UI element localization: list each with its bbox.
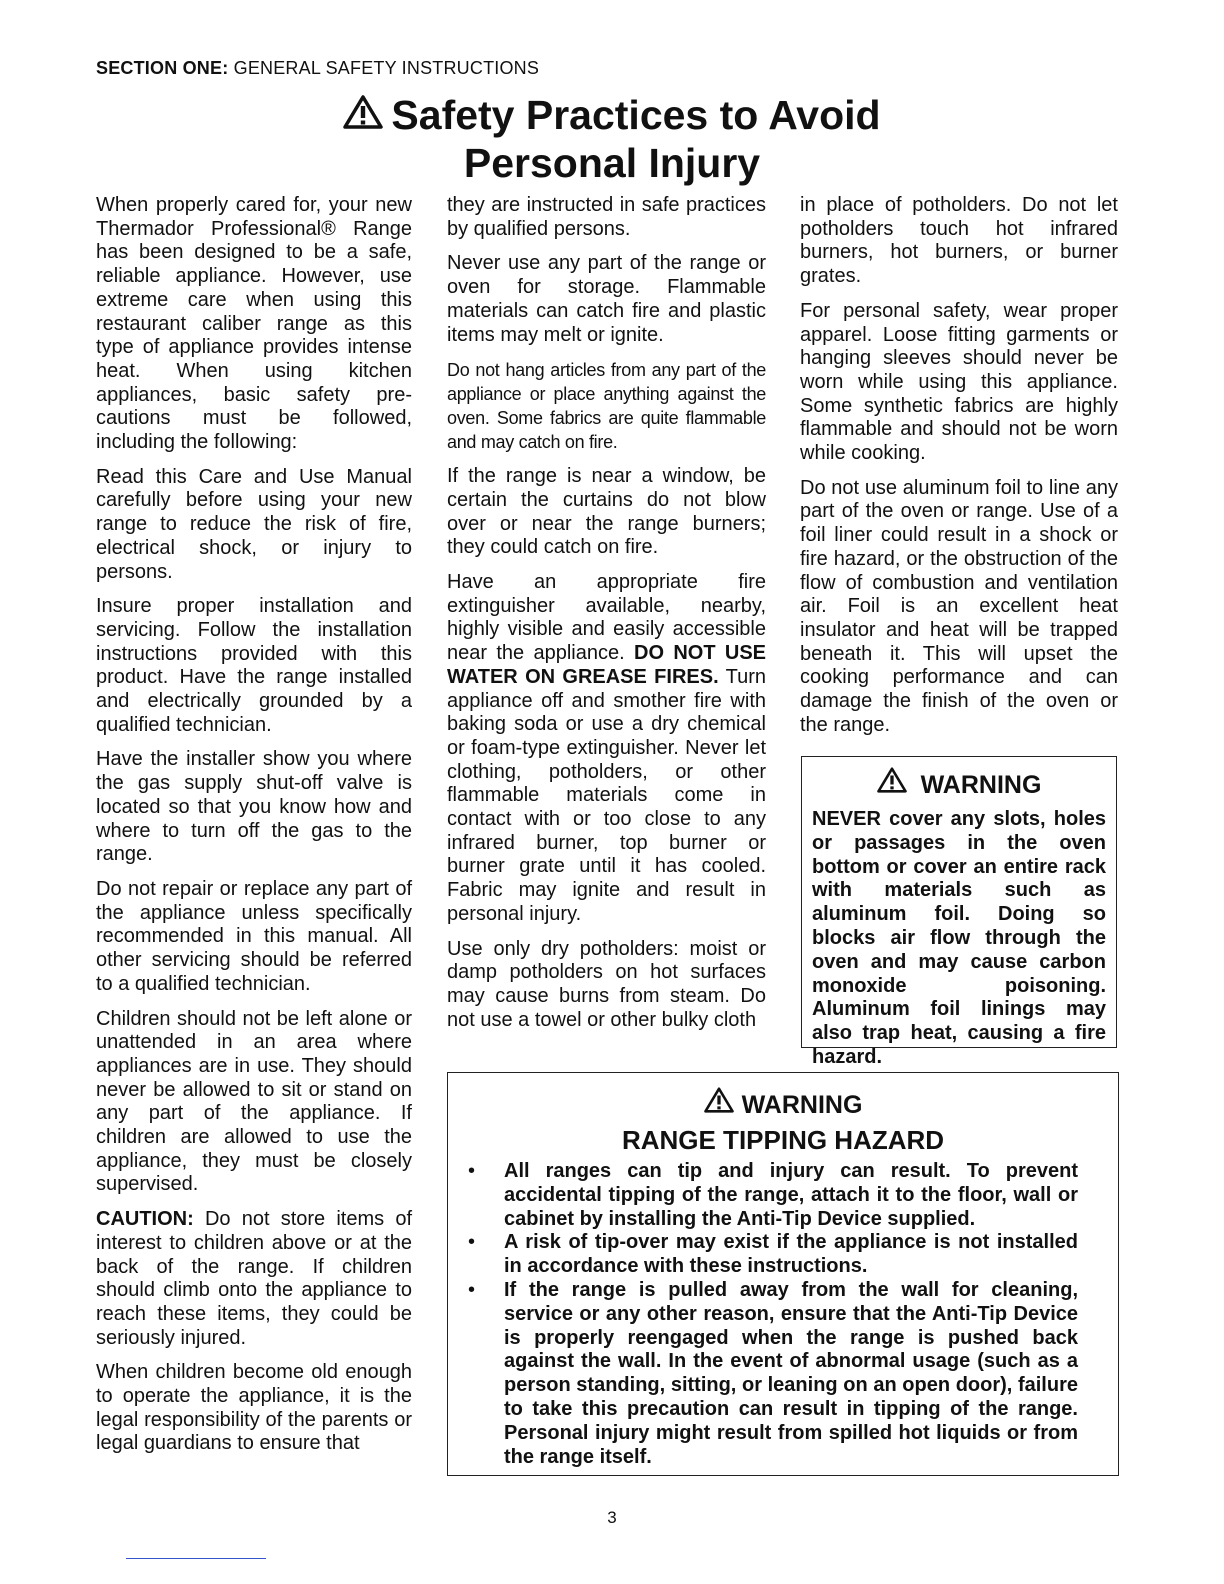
warning-list — [448, 1160, 1118, 1469]
paragraph: Insure proper installation and servicing. Follow the installation instructions provided with this product. Have the range installed and electrically grounded by a qualified technician. — [96, 595, 412, 736]
warning-triangle-icon — [877, 767, 907, 793]
column-3 — [800, 194, 1118, 748]
paragraph: When children become old enough to operate the appliance, it is the legal responsibility of the parents or legal guardians to ensure that — [96, 1361, 412, 1455]
warning-heading — [802, 767, 1116, 800]
text: Turn appliance off and smother fire with baking soda or use a dry chemical or foam-type extinguisher. Never let clothing, potholders, or other flammable materials come in contact with or too close to any infrared burner, top burner or burner grate until it has cooled. Fabric may ignite and result in personal injury. — [447, 665, 766, 925]
paragraph: Read this Care and Use Manual carefully before using your new range to reduce the risk of fire, electrical shock, or injury to persons. — [96, 465, 412, 583]
list-item: • If the range is pulled away from the wall for cleaning, service or any other reason, ensure that the Anti-Tip Device is properly reengaged when the range is pushed back against the wall. In the event of abnormal usage (such as a person standing, sitting, or leaning on an open door), failure to take this precaution can result in tipping of the range. Personal injury might result from spilled hot liquids or from the range itself. — [504, 1279, 1078, 1469]
column-2 — [447, 194, 766, 1043]
warning-box-tipping — [447, 1072, 1119, 1476]
paragraph: Never use any part of the range or oven for storage. Flammable materials can catch fire and plastic items may melt or ignite. — [447, 252, 766, 346]
page-number: 3 — [607, 1508, 617, 1527]
warning-box-foil — [801, 756, 1117, 1068]
warning-subheading: RANGE TIPPING HAZARD — [621, 1125, 945, 1155]
paragraph: they are instructed in safe practices by qualified persons. — [447, 194, 766, 240]
paragraph: Do not repair or replace any part of the appliance unless specifically recommended in this manual. All other servicing should be referred to a qualified technician. — [96, 877, 412, 995]
warning-triangle-icon — [343, 95, 383, 129]
extinguisher-paragraph — [447, 571, 766, 927]
paragraph: Do not use aluminum foil to line any part of the oven or range. Use of a foil liner could result in a shock or fire hazard, or the obstruction of the flow of combustion and ventilation air. Foil is an excellent heat insulator and heat will be trapped beneath it. This will upset the cooking performance and can damage the finish of the oven or the range. — [800, 476, 1118, 736]
list-item: • A risk of tip-over may exist if the appliance is not installed in accordance with these instructions. — [504, 1231, 1078, 1279]
paragraph: Use only dry potholders: moist or damp potholders on hot surfaces may cause burns from steam. Do not use a towel or other bulky cloth — [447, 937, 766, 1031]
caution-text: Do not store items of interest to children above or at the back of the range. If children should climb onto the appliance to reach these items, they could be seriously injured. — [96, 1208, 412, 1349]
paragraph: Have the installer show you where the gas supply shut-off valve is located so that you know how and where to turn off the gas to the range. — [96, 748, 412, 866]
paragraph: Children should not be left alone or unattended in an area where appliances are in use. They should never be allowed to sit or stand on any part of the appliance. If children are allowed to use the appliance, they must be closely supervised. — [96, 1007, 412, 1196]
paragraph: When properly cared for, your new Thermador Professional® Range has been designed to be a safe, reliable appliance. However, use extreme care when using this restaurant caliber range as this type of appliance provides intense heat. When using kitchen appliances, basic safety pre- cautions must be followed, including the following: — [96, 194, 412, 454]
warning-label: WARNING — [741, 1091, 863, 1119]
list-item: • All ranges can tip and injury can result. To prevent accidental tipping of the range, attach it to the floor, wall or cabinet by installing the Anti-Tip Device supplied. — [504, 1160, 1078, 1231]
section-label: SECTION ONE: — [96, 58, 229, 78]
section-title: GENERAL SAFETY INSTRUCTIONS — [233, 58, 540, 78]
title-text-1: Safety Practices to Avoid — [391, 92, 881, 138]
paragraph: Do not hang articles from any part of the appliance or place anything against the oven. Some fabrics are quite flammable and may catch on fire. — [447, 360, 766, 453]
paragraph: in place of potholders. Do not let potholders touch hot infrared burners, hot burners, or burner grates. — [800, 194, 1118, 288]
caution-label: CAUTION: — [96, 1208, 194, 1231]
section-header — [96, 58, 539, 79]
caution-paragraph — [96, 1208, 412, 1350]
paragraph: For personal safety, wear proper apparel. Loose fitting garments or hanging sleeves should never be worn while using this appliance. Some synthetic fabrics are highly flammable and should not be worn while cooking. — [800, 299, 1118, 465]
grease-fire-warning: DO NOT USE WATER ON GREASE FIRES. — [447, 642, 766, 688]
page-title-line2: Personal Injury — [463, 140, 761, 186]
warning-text: NEVER cover any slots, holes or passages in the oven bottom or cover an entire rack with materials such as aluminum foil. Doing so blocks air flow through the oven and may cause carbon monoxide poisoning. Aluminum foil linings may also trap heat, causing a fire hazard. — [812, 808, 1106, 1068]
footer-rule — [126, 1558, 266, 1559]
paragraph: If the range is near a window, be certain the curtains do not blow over or near the range burners; they could catch on fire. — [447, 465, 766, 559]
column-1 — [96, 194, 412, 1467]
warning-heading — [448, 1087, 1118, 1120]
page-title-line1 — [0, 92, 1224, 138]
text: Have an appropriate fire extinguisher available, nearby, highly visible and easily accessible near the appliance. — [447, 571, 766, 665]
warning-label: WARNING — [920, 771, 1042, 799]
warning-triangle-icon — [704, 1087, 734, 1113]
